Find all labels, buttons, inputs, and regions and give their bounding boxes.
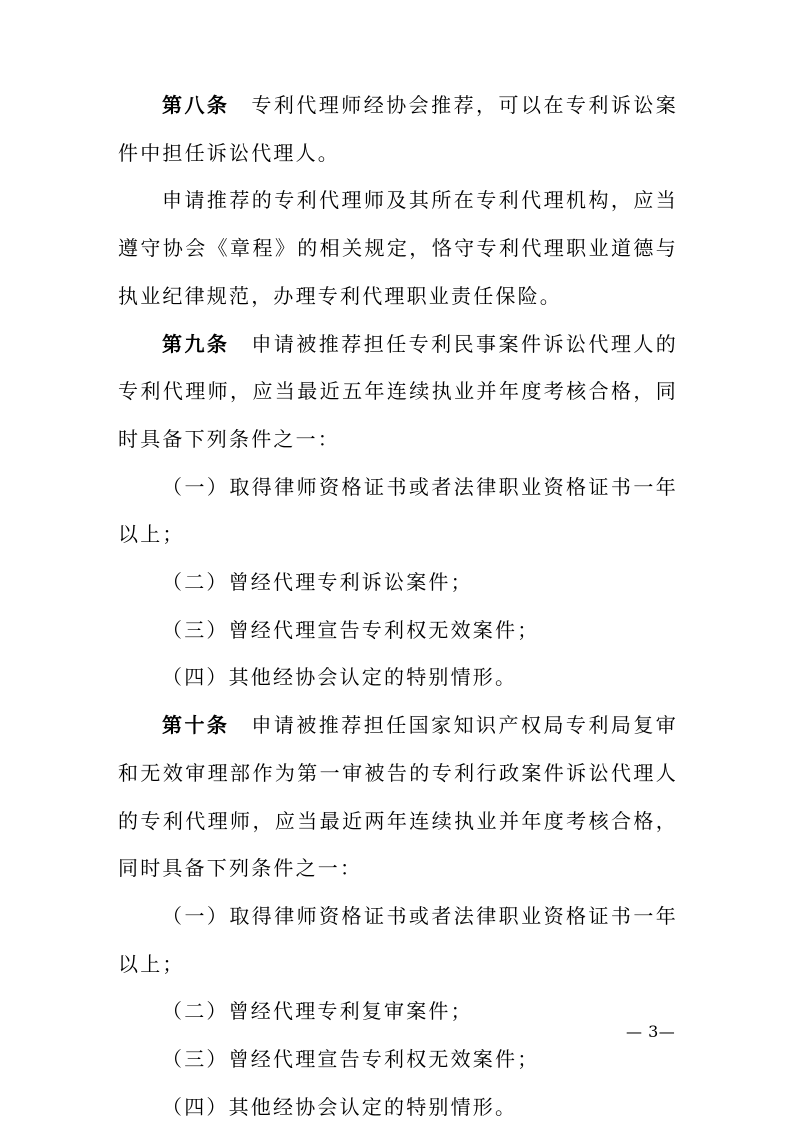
page-number: — 3—: [626, 1022, 676, 1041]
document-body: [118, 82, 678, 1131]
article-8-paragraph-2: 申请推荐的专利代理师及其所在专利代理机构，应当遵守协会《章程》的相关规定，恪守专利代理职业道德与执业纪律规范，办理专利代理职业责任保险。: [118, 188, 678, 308]
article-9-item-1: （一）取得律师资格证书或者法律职业资格证书一年以上；: [118, 474, 678, 547]
article-9-paragraph-1: [118, 321, 678, 464]
article-10-text-1: 申请被推荐担任国家知识产权局专利局复审和无效审理部作为第一审被告的专利行政案件诉讼代理人的专利代理师，应当最近两年连续执业并年度考核合格，同时具备下列条件之一：: [118, 713, 678, 881]
article-9-item-2: （二）曾经代理专利诉讼案件；: [162, 570, 473, 595]
article-10-heading: 第十条: [162, 713, 230, 738]
article-8-text-1: 专利代理师经协会推荐，可以在专利诉讼案件中担任诉讼代理人。: [118, 93, 678, 165]
article-8-paragraph-1: [118, 82, 678, 177]
article-9-item-4: （四）其他经协会认定的特别情形。: [162, 665, 518, 690]
article-10-paragraph-1: [118, 702, 678, 893]
article-9-item-3: （三）曾经代理宣告专利权无效案件；: [162, 617, 540, 642]
article-9-heading: 第九条: [162, 331, 230, 356]
article-9-text-1: 申请被推荐担任专利民事案件诉讼代理人的专利代理师，应当最近五年连续执业并年度考核合格，同时具备下列条件之一：: [118, 331, 678, 451]
article-10-item-2: （二）曾经代理专利复审案件；: [162, 999, 473, 1024]
article-8-heading: 第八条: [162, 93, 230, 117]
article-10-item-3: （三）曾经代理宣告专利权无效案件；: [162, 1047, 540, 1072]
article-10-item-1: （一）取得律师资格证书或者法律职业资格证书一年以上；: [118, 903, 678, 976]
article-10-item-4: （四）其他经协会认定的特别情形。: [162, 1094, 518, 1119]
